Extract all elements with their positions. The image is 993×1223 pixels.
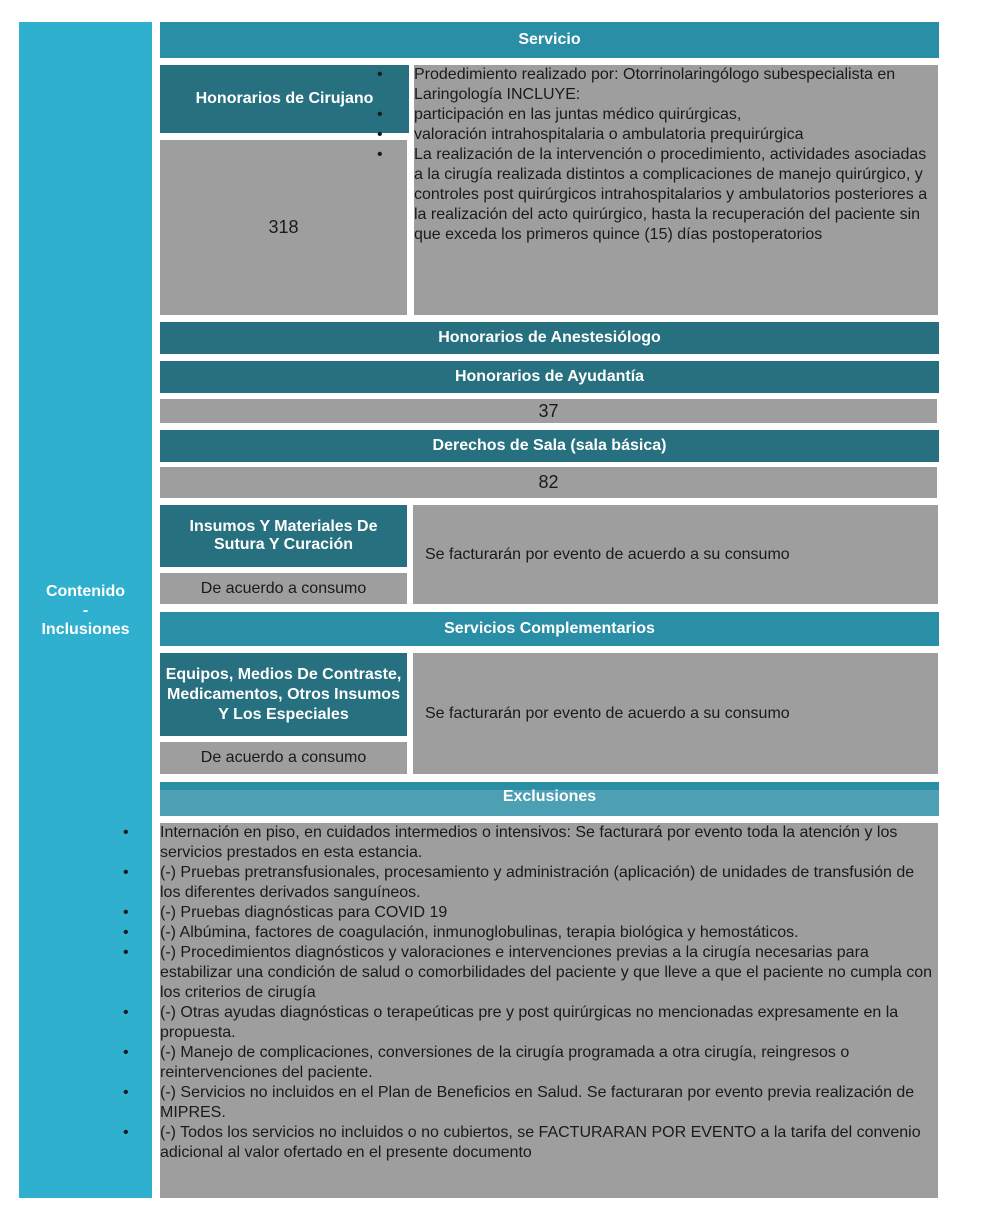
cirujano-header [160, 65, 409, 133]
sala-title: Derechos de Sala (sala básica) [432, 437, 667, 454]
anestesiologo-header [160, 322, 939, 354]
equipos-title: Equipos, Medios De Contraste, Medicamentos, Otros Insumos Y Los Especiales [165, 665, 402, 723]
complementarios-header [160, 612, 939, 646]
servicio-header [160, 22, 939, 58]
sidebar-line-1: Contenido [45, 582, 126, 600]
ayudantia-value-cell [160, 399, 937, 423]
insumos-value-cell [160, 573, 407, 604]
sala-value-cell [160, 467, 937, 498]
cirujano-list [414, 65, 938, 245]
list-item: • (-) Todos los servicios no incluidos o no cubiertos, se FACTURARAN POR EVENTO a la tarifa del convenio adicional al valor ofertado en el presente documento [160, 1123, 938, 1163]
insumos-value: De acuerdo a consumo [200, 579, 367, 597]
insumos-header [160, 505, 407, 567]
equipos-note-cell [413, 653, 938, 774]
anestesiologo-title: Honorarios de Anestesiólogo [438, 329, 661, 346]
insumos-note-cell [413, 505, 938, 604]
insumos-title: Insumos Y Materiales De Sutura Y Curación [189, 518, 378, 553]
ayudantia-header [160, 361, 939, 393]
cirujano-description [414, 65, 938, 315]
list-item: • (-) Albúmina, factores de coagulación, inmunoglobulinas, terapia biológica y hemostáticos. [160, 923, 938, 943]
list-item: • (-) Pruebas diagnósticas para COVID 19 [160, 903, 938, 923]
list-item: • Internación en piso, en cuidados intermedios o intensivos: Se facturará por evento toda la atención y los servicios prestados en esta estancia. [160, 823, 938, 863]
ayudantia-value: 37 [538, 400, 559, 421]
list-item: • (-) Otras ayudas diagnósticas o terapeúticas pre y post quirúrgicas no mencionadas expresamente en la propuesta. [160, 1003, 938, 1043]
cirujano-title: Honorarios de Cirujano [195, 90, 374, 107]
list-item: • La realización de la intervención o procedimiento, actividades asociadas a la cirugía realizada distintos a complicaciones de manejo quirúrgico, y controles post quirúrgicos intrahospitalarios y ambulatorios posteriores a la realización del acto quirúrgico, hasta la recuperación del paciente sin que exceda los primeros quince (15) días postoperatorios [414, 145, 938, 245]
exclusiones-title: Exclusiones [502, 788, 597, 805]
sidebar-line-3: Inclusiones [41, 620, 130, 638]
list-item: • (-) Procedimientos diagnósticos y valoraciones e intervenciones previas a la cirugía necesarias para estabilizar una condición de salud o comorbilidades del paciente y que lleve a que el paciente no cumpla con los criterios de cirugía [160, 943, 938, 1003]
equipos-value: De acuerdo a consumo [200, 749, 367, 766]
complementarios-title: Servicios Complementarios [444, 620, 655, 637]
list-item: • (-) Manejo de complicaciones, conversiones de la cirugía programada a otra cirugía, reingresos o reintervenciones del paciente. [160, 1043, 938, 1083]
list-item: • Prodedimiento realizado por: Otorrinolaringólogo subespecialista en Laringología INCLUYE: [414, 65, 938, 105]
ayudantia-title: Honorarios de Ayudantía [454, 368, 645, 385]
equipos-header [160, 653, 407, 736]
exclusiones-header [160, 790, 939, 816]
exclusiones-list [160, 823, 938, 1163]
sala-header [160, 430, 939, 462]
insumos-note: Se facturarán por evento de acuerdo a su consumo [425, 545, 790, 563]
sidebar-label [19, 22, 152, 1198]
exclusiones-list-cell [160, 823, 938, 1198]
cirujano-value-cell [160, 140, 407, 315]
list-item: • (-) Pruebas pretransfusionales, procesamiento y administración (aplicación) de unidades de transfusión de los diferentes derivados sanguíneos. [160, 863, 938, 903]
equipos-value-cell [160, 742, 407, 774]
list-item: • participación en las juntas médico quirúrgicas, [414, 105, 938, 125]
cirujano-value: 318 [268, 217, 299, 237]
list-item: • valoración intrahospitalaria o ambulatoria prequirúrgica [414, 125, 938, 145]
sala-value: 82 [538, 472, 559, 492]
equipos-note: Se facturarán por evento de acuerdo a su consumo [425, 704, 790, 722]
sidebar-line-2: - [82, 601, 89, 619]
servicio-title: Servicio [518, 31, 581, 48]
list-item: • (-) Servicios no incluidos en el Plan de Beneficios en Salud. Se facturaran por evento previa realización de MIPRES. [160, 1083, 938, 1123]
